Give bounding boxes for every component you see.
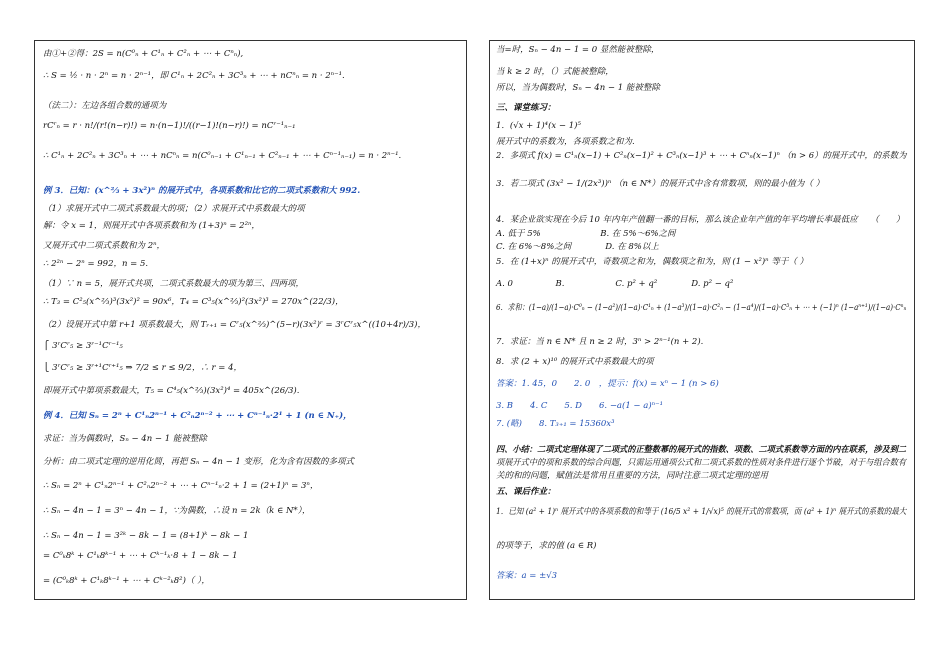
left-line-16: 例 4．已知 Sₙ = 2ⁿ + C¹ₙ2ⁿ⁻¹ + C²ₙ2ⁿ⁻² + ⋯ + Cⁿ⁻¹ₙ·2¹ + 1 (n ∈ N₊)， [43,411,352,421]
left-line-6: （1）求展开式中二项式系数最大的项；（2）求展开式中系数最大的项 [43,204,305,214]
left-line-5: 例 3．已知：(x^⅔ + 3x²)ⁿ 的展开式中，各项系数和比它的二项式系数和大 992. [43,186,361,196]
left-line-4: ∴ C¹ₙ + 2C²ₙ + 3C³ₙ + ⋯ + nCⁿₙ = n(C⁰ₙ₋₁ + C¹ₙ₋₁ + C²ₙ₋₁ + ⋯ + Cⁿ⁻¹ₙ₋₁) = n · 2ⁿ⁻¹. [43,151,402,161]
right-line-15: 8．求 (2 + x)¹⁰ 的展开式中系数最大的项 [496,357,654,367]
right-line-0: 当=时，Sₙ − 4n − 1 = 0 显然能被整除， [496,45,660,55]
right-line-7: 3．若二项式 (3x² − 1/(2x³))ⁿ （n ∈ N*）的展开式中含有常数项，则的最小值为（ ） [496,179,825,189]
left-line-20: ∴ Sₙ − 4n − 1 = 3ⁿ − 4n − 1，∵为偶数，∴设 n = 2k（k ∈ N*）， [43,506,311,516]
left-line-8: 又展开式中二项式系数和为 2ⁿ， [43,241,166,251]
left-line-19: ∴ Sₙ = 2ⁿ + C¹ₙ2ⁿ⁻¹ + C²ₙ2ⁿ⁻² + ⋯ + Cⁿ⁻¹ₙ·2 + 1 = (2+1)ⁿ = 3ⁿ， [43,481,319,491]
right-line-11: 5．在 (1+x)ⁿ 的展开式中，奇数项之和为，偶数项之和为，则 (1 − x²)ⁿ 等于（ ） [496,257,809,267]
right-line-14: 7．求证：当 n ∈ N* 且 n ≥ 2 时，3ⁿ > 2ⁿ⁻¹(n + 2). [496,337,704,347]
right-line-17: 3. B 4. C 5. D 6. −a(1 − a)ⁿ⁻¹ [496,401,663,411]
right-line-6: 2．多项式 f(x) = C¹ₙ(x−1) + C²ₙ(x−1)² + C³ₙ(x−1)³ + ⋯ + Cⁿₙ(x−1)ⁿ （n > 6）的展开式中，的系数为 [496,151,907,161]
left-line-14: ⎩ 3ʳCʳ₅ ≥ 3ʳ⁺¹Cʳ⁺¹₅ ⇒ 7/2 ≤ r ≤ 9/2，∴ r = 4， [43,363,243,373]
right-line-1: 当 k ≥ 2 时，（）式能被整除， [496,67,614,77]
right-line-25: 答案：a = ±√3 [496,571,558,581]
left-line-13: ⎧ 3ʳCʳ₅ ≥ 3ʳ⁻¹Cʳ⁻¹₅ [43,341,123,351]
left-line-2: （法二）：左边各组合数的通项为 [43,101,167,111]
right-line-13: 6．求和：(1−a)/(1−a)·C⁰ₙ − (1−a²)/(1−a)·C¹ₙ + (1−a³)/(1−a)·C²ₙ − (1−a⁴)/(1−a)·C³ₙ + ⋯ + (−1)ⁿ (1−aⁿ⁺¹)/(1−a)·Cⁿₙ [496,303,907,313]
left-line-10: （1）∵ n = 5，展开式共项，二项式系数最大的项为第三、四两项， [43,279,305,289]
left-line-22: = C⁰ₖ8ᵏ + C¹ₖ8ᵏ⁻¹ + ⋯ + Cᵏ⁻¹ₖ·8 + 1 − 8k − 1 [43,551,238,561]
right-line-8: 4．某企业欲实现在今后 10 年内年产值翻一番的目标，那么该企业年产值的年平均增长率最低应 （ ） [496,215,905,225]
right-page [489,40,915,600]
left-line-11: ∴ T₃ = C²₅(x^⅔)³(3x²)² = 90x⁶，T₄ = C³₅(x^⅔)²(3x²)³ = 270x^(22/3)， [43,297,344,307]
right-line-24: 的项等于，求的值 (a ∈ R) [496,541,597,551]
right-line-23: 1．已知 (a² + 1)ⁿ 展开式中的各项系数的和等于 (16/5 x² + 1/√x)⁵ 的展开式的常数项，而 (a² + 1)ⁿ 展开式的系数的最大 [496,507,907,517]
right-line-18: 7. (略) 8. T₃₊₁ = 15360x³ [496,419,615,429]
right-line-20: 项展开式中的项和系数的综合问题，只需运用通项公式和二项式系数的性质对条件进行逐个节破，对于与组合数有 [496,458,907,468]
right-line-21: 关的和的问题，赋值法是常用且重要的方法，同时注意二项式定理的逆用 [496,471,769,481]
left-line-15: 即展开式中第项系数最大，T₅ = C⁴₅(x^⅔)(3x²)⁴ = 405x^(26/3). [43,386,300,396]
right-line-4: 1．(√x + 1)⁴(x − 1)⁵ [496,121,581,131]
left-line-23: = (C⁰ₖ8ᵏ + C¹ₖ8ᵏ⁻¹ + ⋯ + Cᵏ⁻²ₖ8²)（ ）， [43,576,210,586]
right-line-2: 所以，当为偶数时，Sₙ − 4n − 1 能被整除 [496,83,660,93]
right-line-9: A. 低于 5% B. 在 5%～6%之间 [496,229,676,239]
left-line-0: 由①+②得：2S = n(C⁰ₙ + C¹ₙ + C²ₙ + ⋯ + Cⁿₙ), [43,49,244,59]
right-line-3: 三、课堂练习： [496,103,556,113]
left-line-21: ∴ Sₙ − 4n − 1 = 3²ᵏ − 8k − 1 = (8+1)ᵏ − 8k − 1 [43,531,249,541]
left-line-7: 解：令 x = 1，则展开式中各项系数和为 (1+3)ⁿ = 2²ⁿ， [43,221,260,231]
right-line-22: 五、课后作业： [496,487,556,497]
left-line-1: ∴ S = ½ · n · 2ⁿ = n · 2ⁿ⁻¹，即 C¹ₙ + 2C²ₙ + 3C³ₙ + ⋯ + nCⁿₙ = n · 2ⁿ⁻¹. [43,71,345,81]
right-line-5: 展开式中的系数为，各项系数之和为. [496,137,635,147]
left-line-12: （2）设展开式中第 r+1 项系数最大，则 Tᵣ₊₁ = Cʳ₅(x^⅔)^(5−r)(3x²)ʳ = 3ʳCʳ₅x^((10+4r)/3)， [43,320,426,330]
right-line-12: A. 0 B. C. p² + q² D. p² − q² [496,279,734,289]
left-line-17: 求证：当为偶数时，Sₙ − 4n − 1 能被整除 [43,434,207,444]
right-line-10: C. 在 6%～8%之间 D. 在 8%以上 [496,242,659,252]
left-page [34,40,467,600]
right-line-19: 四、小结：二项式定理体现了二项式的正整数幂的展开式的指数、项数、二项式系数等方面的内在联系，涉及到二 [496,445,907,455]
left-line-3: rCʳₙ = r · n!/(r!(n−r)!) = n·(n−1)!/((r−1)!(n−r)!) = nCʳ⁻¹ₙ₋₁ [43,121,296,131]
right-line-16: 答案：1. 45，0 2. 0 ，提示：f(x) = xⁿ − 1 (n > 6) [496,379,719,389]
left-line-9: ∴ 2²ⁿ − 2ⁿ = 992，n = 5. [43,259,149,269]
left-line-18: 分析：由二项式定理的逆用化简，再把 Sₙ − 4n − 1 变形，化为含有因数的多项式 [43,457,355,467]
